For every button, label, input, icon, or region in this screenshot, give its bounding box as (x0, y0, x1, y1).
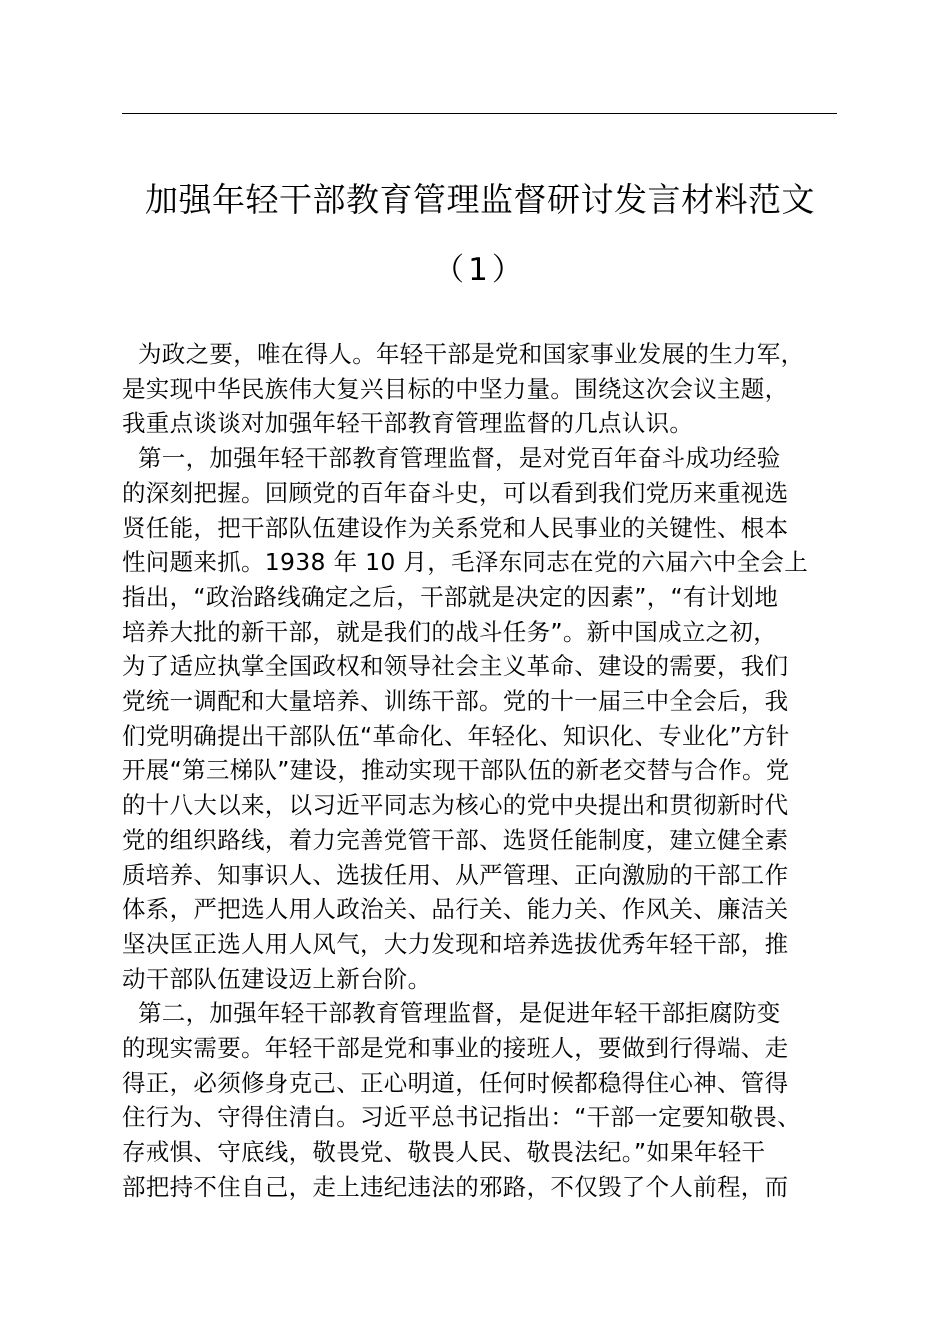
paragraph-line: 为政之要，唯在得人。年轻干部是党和国家事业发展的生力军， (138, 340, 805, 368)
paragraph-line: 党统一调配和大量培养、训练干部。党的十一届三中全会后，我 (122, 687, 789, 716)
document-body (122, 337, 840, 1205)
paragraph-line: 开展“第三梯队”建设，推动实现干部队伍的新老交替与合作。党 (122, 756, 790, 785)
paragraph-line: 贤任能，把干部队伍建设作为关系党和人民事业的关键性、根本 (122, 513, 789, 542)
paragraph-line: 是实现中华民族伟大复兴目标的中坚力量。围绕这次会议主题， (122, 374, 789, 403)
paragraph-line: 第二，加强年轻干部教育管理监督，是促进年轻干部拒腐防变 (138, 999, 781, 1028)
paragraph-line: 培养大批的新干部，就是我们的战斗任务”。新中国成立之初， (122, 617, 778, 646)
paragraph-line: 党的组织路线，着力完善党管干部、选贤任能制度，建立健全素 (122, 825, 789, 854)
paragraph-line: 质培养、知事识人、选拔任用、从严管理、正向激励的干部工作 (122, 860, 789, 889)
paragraph (122, 996, 840, 1204)
paragraph-line: 动干部队伍建设迈上新台阶。 (122, 964, 432, 993)
paragraph-line: 性问题来抓。1938 年 10 月，毛泽东同志在党的六届六中全会上 (122, 548, 809, 577)
paragraph-line: 为了适应执掌全国政权和领导社会主义革命、建设的需要，我们 (122, 652, 789, 681)
paragraph (122, 441, 840, 996)
paragraph-line: 的现实需要。年轻干部是党和事业的接班人，要做到行得端、走 (122, 1034, 789, 1063)
paragraph-line: 住行为、守得住清白。习近平总书记指出：“干部一定要知敬畏、 (122, 1103, 801, 1132)
paragraph-line: 我重点谈谈对加强年轻干部教育管理监督的几点认识。 (122, 409, 694, 438)
paragraph-line: 部把持不住自己，走上违纪违法的邪路，不仅毁了个人前程，而 (122, 1172, 789, 1201)
paragraph-line: 坚决匡正选人用人风气，大力发现和培养选拔优秀年轻干部，推 (122, 929, 789, 958)
paragraph-line: 指出，“政治路线确定之后，干部就是决定的因素”，“有计划地 (122, 582, 779, 611)
paragraph-line: 体系，严把选人用人政治关、品行关、能力关、作风关、廉洁关 (122, 895, 789, 924)
paragraph-line: 得正，必须修身克己、正心明道，任何时候都稳得住心神、管得 (122, 1068, 789, 1097)
paragraph-line: 存戒惧、守底线，敬畏党、敬畏人民、敬畏法纪。”如果年轻干 (122, 1138, 766, 1167)
paragraph-line: 的十八大以来，以习近平同志为核心的党中央提出和贯彻新时代 (122, 791, 789, 820)
paragraph-line: 第一，加强年轻干部教育管理监督，是对党百年奋斗成功经验 (138, 444, 781, 473)
document-title: 加强年轻干部教育管理监督研讨发言材料范文 (145, 180, 815, 219)
document-subtitle: （1） (433, 252, 527, 288)
header-rule (122, 113, 837, 114)
paragraph-line: 的深刻把握。回顾党的百年奋斗史，可以看到我们党历来重视选 (122, 478, 789, 507)
paragraph-line: 们党明确提出干部队伍“革命化、年轻化、知识化、专业化”方针 (122, 721, 790, 750)
paragraph (122, 337, 840, 441)
